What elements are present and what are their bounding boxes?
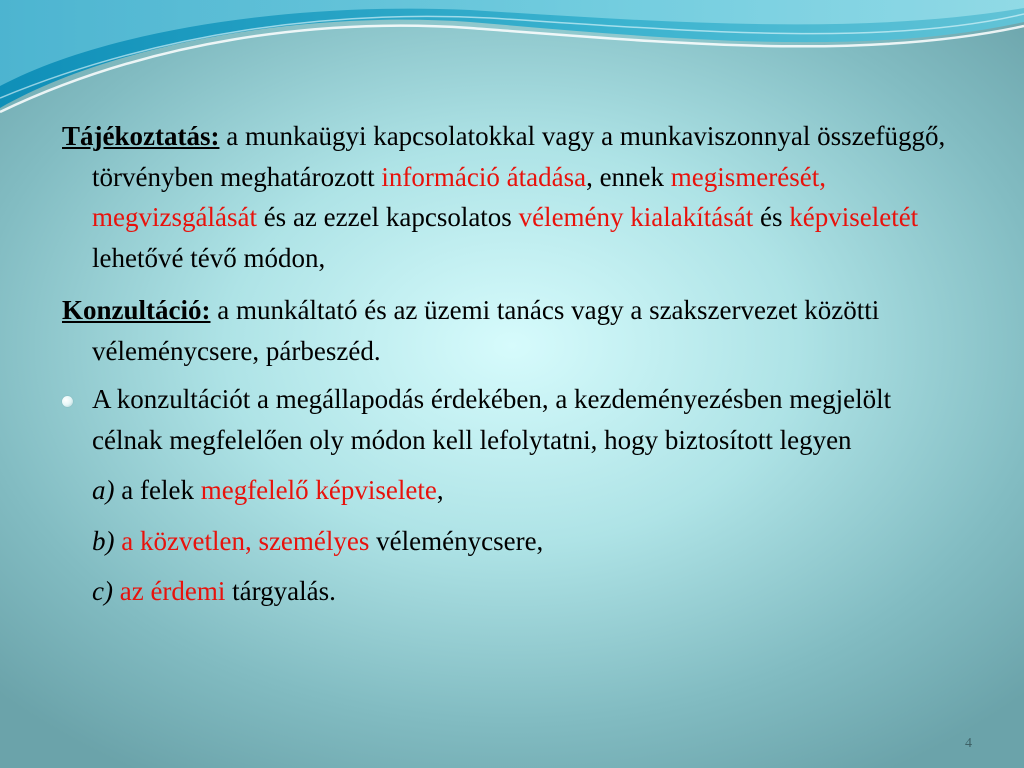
item-text: , xyxy=(436,475,444,505)
term-konzultacio: Konzultáció: xyxy=(62,295,211,325)
bullet-text: A konzultációt a megállapodás érdekében, a kezdeményezésben megjelölt célnak megfelelően oly módon kell lefolytatni, hogy biztosított legyen xyxy=(92,384,892,455)
highlight-text: megfelelő képviselete xyxy=(200,475,437,505)
bullet-paragraph xyxy=(62,379,962,460)
text-segment: és xyxy=(753,202,790,232)
paragraph-tajekoztatas xyxy=(62,116,962,278)
list-item-b xyxy=(62,521,962,562)
slide-number: 4 xyxy=(965,736,972,751)
text-segment: és az ezzel kapcsolatos xyxy=(256,202,519,232)
slide-body xyxy=(62,116,962,612)
list-item-c xyxy=(62,571,962,612)
highlight-text: képviseletét xyxy=(789,202,919,232)
item-text: a felek xyxy=(114,475,201,505)
item-text: véleménycsere, xyxy=(369,525,544,556)
item-text xyxy=(113,576,120,606)
term-tajekoztatas: Tájékoztatás: xyxy=(62,121,220,151)
highlight-text: a közvetlen, személyes xyxy=(121,525,370,556)
highlight-text: vélemény kialakítását xyxy=(518,202,754,232)
list-item-a xyxy=(62,470,962,511)
text-segment: , ennek xyxy=(586,161,671,192)
decorative-waves xyxy=(0,0,1024,130)
item-letter: a) xyxy=(92,475,115,505)
bullet-icon xyxy=(62,396,73,407)
highlight-text: megismerését, megvizsgálását xyxy=(92,161,826,232)
highlight-text: az érdemi xyxy=(119,576,226,606)
item-letter: b) xyxy=(92,525,115,556)
text-segment: a munkaügyi kapcsolatokkal vagy a munkaviszonnyal összefüggő, törvényben meghatározott xyxy=(92,121,946,192)
text-segment: a munkáltató és az üzemi tanács vagy a szakszervezet közötti véleménycsere, párbeszéd. xyxy=(92,295,880,366)
text-segment: lehetővé tévő módon, xyxy=(92,242,326,273)
paragraph-konzultacio xyxy=(62,290,962,371)
highlight-text: információ átadása xyxy=(381,161,587,192)
item-letter: c) xyxy=(92,576,113,606)
item-text: tárgyalás. xyxy=(225,576,336,606)
